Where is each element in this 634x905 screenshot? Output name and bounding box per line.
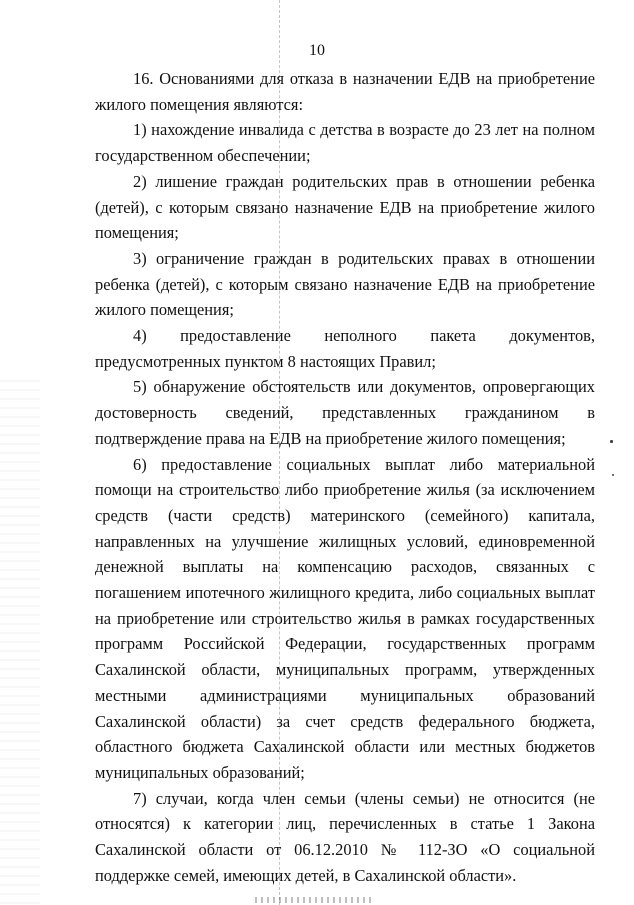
scan-speck (612, 474, 614, 476)
paragraph-item-6: 6) предоставление социальных выплат либо материальной помощи на строительство либо приобретение жилья (за исключением средств (части средств) материнского (семейного) капитала, направленных на улучшение жилищных условий, единовременной денежной выплаты на компенсацию расходов, связанных с погашением ипотечного жилищного кредита, либо социальных выплат на приобретение или строительство жилья в рамках государственных программ Российской Федерации, государственных программ Сахалинской области, муниципальных программ, утвержденных местными администрациями муниципальных образований Сахалинской области) за счет средств федерального бюджета, областного бюджета Сахалинской области или местных бюджетов муниципальных образований; (95, 454, 595, 782)
paragraph-item-2: 2) лишение граждан родительских прав в отношении ребенка (детей), с которым связано назначение ЕДВ на приобретение жилого помещения; (95, 171, 595, 243)
scan-edge-noise (0, 380, 40, 905)
page-number: 10 (309, 42, 325, 59)
paragraph-item-5: 5) обнаружение обстоятельств или документов, опровергающих достоверность сведений, представленных гражданином в подтверждение права на ЕДВ на приобретение жилого помещения; (95, 377, 595, 448)
document-body (95, 66, 595, 889)
scan-bottom-noise (255, 897, 375, 903)
scan-speck (610, 440, 613, 443)
paragraph-item-4: 4) предоставление неполного пакета документов, предусмотренных пунктом 8 настоящих Правил; (95, 326, 595, 371)
paragraph-item-3: 3) ограничение граждан в родительских правах в отношении ребенка (детей), с которым связано назначение ЕДВ на приобретение жилого помещения; (95, 248, 595, 320)
paragraph-item-1: 1) нахождение инвалида с детства в возрасте до 23 лет на полном государственном обеспечении; (95, 120, 595, 166)
paragraph-16-intro: 16. Основаниями для отказа в назначении ЕДВ на приобретение жилого помещения являются: (95, 69, 595, 114)
paragraph-item-7: 7) случаи, когда член семьи (члены семьи) не относится (не относятся) к категории лиц, перечисленных в статье 1 Закона Сахалинской области от 06.12.2010 № 112-ЗО «О социальной поддержке семей, имеющих детей, в Сахалинской области». (95, 788, 595, 885)
